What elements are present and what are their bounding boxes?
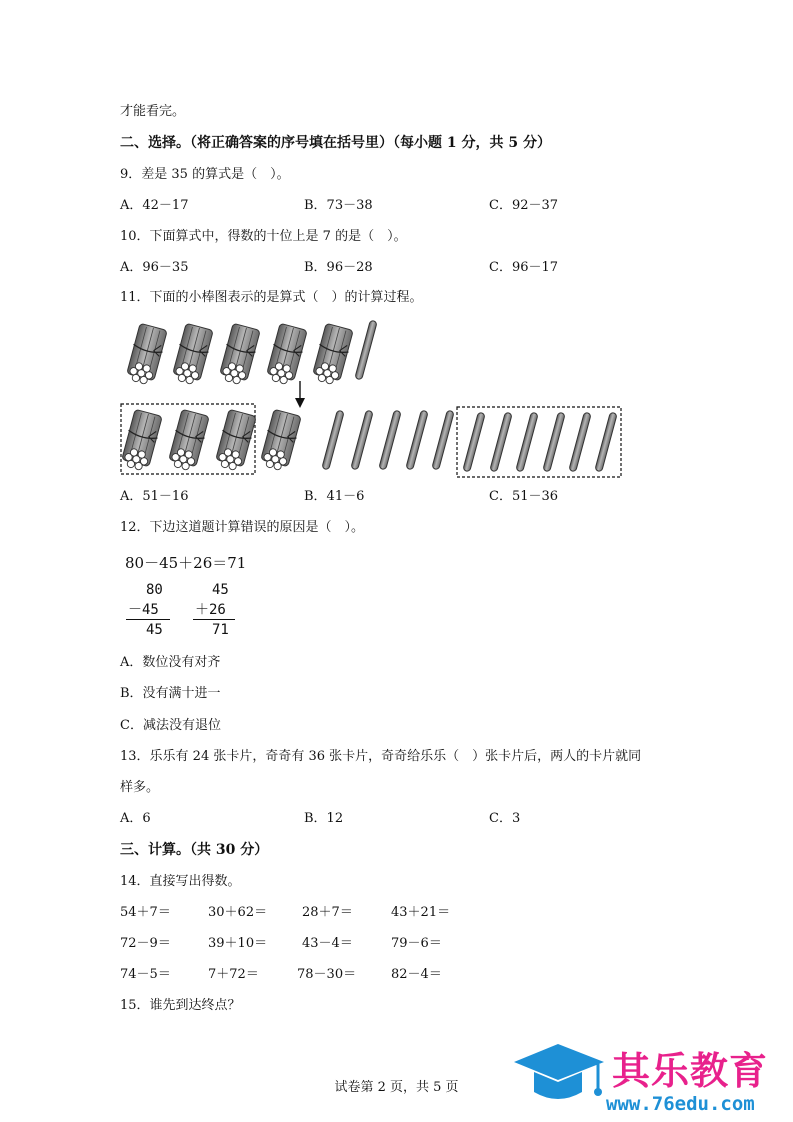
bundle-bottom-1: [119, 409, 163, 472]
q12-option-a[interactable]: A．数位没有对齐: [120, 655, 221, 670]
q10-stem: 10．下面算式中，得数的十位上是 7 的是（ ）。: [120, 229, 407, 244]
q14-item: 30＋62＝: [208, 905, 268, 920]
stick-box-2: [490, 412, 512, 472]
stick-diagram: [0, 0, 793, 500]
q13-stem-cont: 样多。: [120, 780, 160, 795]
q11-stem: 11．下面的小棒图表示的是算式（ ）的计算过程。: [120, 290, 423, 305]
graduation-cap-icon: [510, 1040, 610, 1112]
q14-item: 82－4＝: [391, 967, 442, 982]
q14-item: 43＋21＝: [391, 905, 451, 920]
bundle-top-1: [124, 323, 168, 386]
q12-sub-top: 80: [146, 582, 163, 598]
bundle-top-4: [264, 323, 308, 386]
q10-option-b[interactable]: B．96－28: [304, 260, 373, 275]
q14-item: 28＋7＝: [302, 905, 353, 920]
q12-add-line: [193, 619, 235, 620]
q14-item: 79－6＝: [391, 936, 442, 951]
continued-text: 才能看完。: [120, 104, 186, 119]
q14-stem: 14．直接写出得数。: [120, 874, 241, 889]
q14-item: 72－9＝: [120, 936, 171, 951]
q11-option-c[interactable]: C．51－36: [489, 489, 559, 504]
q12-add-result: 71: [212, 622, 229, 638]
stick-loose-5: [432, 410, 454, 470]
stick-loose-3: [379, 410, 401, 470]
stick-box-3: [516, 412, 538, 472]
q10-option-a[interactable]: A．96－35: [120, 260, 189, 275]
stick-loose-4: [406, 410, 428, 470]
stick-box-1: [463, 412, 485, 472]
q14-item: 54＋7＝: [120, 905, 171, 920]
section2-heading: 二、选择。（将正确答案的序号填在括号里）（每小题 1 分，共 5 分）: [120, 135, 551, 151]
bundle-top-3: [217, 323, 261, 386]
q14-item: 78－30＝: [297, 967, 357, 982]
bundle-bottom-2: [166, 409, 210, 472]
q13-option-c[interactable]: C．3: [489, 811, 521, 826]
q12-add-bottom: ＋26: [195, 602, 226, 618]
q14-item: 7＋72＝: [208, 967, 259, 982]
stick-loose-1: [322, 410, 344, 470]
q15-stem: 15．谁先到达终点？: [120, 998, 241, 1013]
stick-loose-2: [351, 410, 373, 470]
q13-stem: 13．乐乐有 24 张卡片，奇奇有 36 张卡片，奇奇给乐乐（ ）张卡片后，两人的卡片就同: [120, 749, 642, 764]
q9-stem: 9．差是 35 的算式是（ ）。: [120, 167, 290, 182]
stick-box-5: [569, 412, 591, 472]
q12-sub-line: [126, 619, 170, 620]
q14-item: 74－5＝: [120, 967, 171, 982]
q12-option-c[interactable]: C．减法没有退位: [120, 718, 221, 733]
q11-option-a[interactable]: A．51－16: [120, 489, 189, 504]
q9-option-c[interactable]: C．92－37: [489, 198, 559, 213]
q14-item: 39＋10＝: [208, 936, 268, 951]
logo-url: www.76edu.com: [606, 1093, 755, 1115]
q11-option-b[interactable]: B．41－6: [304, 489, 365, 504]
q9-option-b[interactable]: B．73－38: [304, 198, 373, 213]
stick-box-6: [595, 412, 617, 472]
q12-option-b[interactable]: B．没有满十进一: [120, 686, 221, 701]
q12-equation: 80－45＋26＝71: [125, 554, 247, 572]
q9-option-a[interactable]: A．42－17: [120, 198, 189, 213]
bundle-bottom-4: [258, 409, 302, 472]
stick-box-4: [543, 412, 565, 472]
q12-sub-bottom: －45: [128, 602, 159, 618]
q12-stem: 12．下边这道题计算错误的原因是（ ）。: [120, 520, 365, 535]
q12-add-top: 45: [212, 582, 229, 598]
q13-option-b[interactable]: B．12: [304, 811, 344, 826]
logo-name: 其乐教育: [612, 1049, 769, 1093]
q10-option-c[interactable]: C．96－17: [489, 260, 559, 275]
q13-option-a[interactable]: A．6: [120, 811, 151, 826]
bundle-top-2: [170, 323, 214, 386]
bundle-bottom-3: [213, 409, 257, 472]
q12-sub-result: 45: [146, 622, 163, 638]
section3-heading: 三、计算。（共 30 分）: [120, 842, 269, 858]
stick-top-1: [355, 320, 377, 380]
page-footer: 试卷第 2 页，共 5 页: [334, 1080, 459, 1095]
q14-item: 43－4＝: [302, 936, 353, 951]
bundle-top-5: [310, 323, 354, 386]
